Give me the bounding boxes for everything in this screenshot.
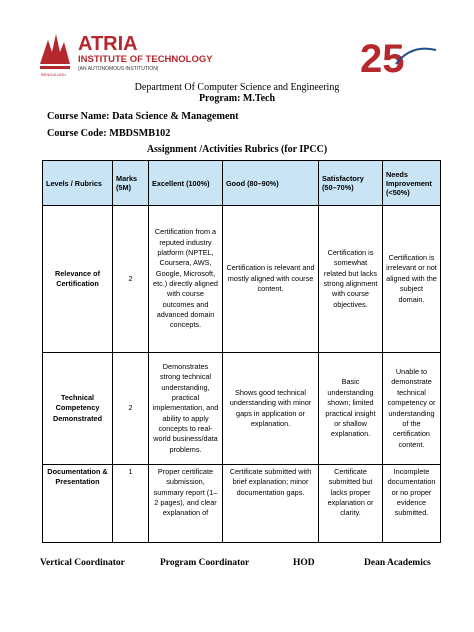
header-satisfactory: Satisfactory (50–70%) (319, 161, 383, 206)
table-header-row (43, 161, 441, 206)
row-needs: Incomplete documentation or no proper evidence submitted. (383, 465, 441, 543)
header-levels: Levels / Rubrics (43, 161, 113, 206)
atria-logo (38, 30, 238, 78)
row-good: Certificate submitted with brief explanation; minor documentation gaps. (223, 465, 319, 543)
program-title: Program: M.Tech (198, 93, 276, 104)
row-marks: 2 (113, 206, 149, 353)
row-level: Technical Competency Demonstrated (43, 353, 113, 465)
row-marks: 1 (113, 465, 149, 543)
anniversary-logo (356, 34, 438, 78)
row-satisfactory: Certification is somewhat related but lacks strong alignment with course objectives. (319, 206, 383, 353)
row-needs: Unable to demonstrate technical competency or understanding of the certification content. (383, 353, 441, 465)
course-name: Course Name: Data Science & Management (47, 111, 239, 122)
logo-left-name: ATRIA (78, 33, 138, 55)
row-good: Shows good technical understanding with minor gaps in application or explanation. (223, 353, 319, 465)
signature-program-coordinator: Program Coordinator (160, 558, 250, 568)
table-row (43, 206, 441, 353)
row-level: Relevance of Certification (43, 206, 113, 353)
row-satisfactory: Basic understanding shown; limited practical insight or shallow explanation. (319, 353, 383, 465)
course-code: Course Code: MBDSMB102 (47, 128, 171, 139)
header-excellent: Excellent (100%) (149, 161, 223, 206)
row-needs: Certification is irrelevant or not aligned with the subject domain. (383, 206, 441, 353)
table-row (43, 353, 441, 465)
logo-left-sub2: (AN AUTONOMOUS INSTITUTION) (78, 66, 159, 72)
row-excellent: Demonstrates strong technical understanding, practical implementation, and ability to apply concepts to real-world business/data problems. (149, 353, 223, 465)
signature-hod: HOD (293, 558, 315, 568)
row-satisfactory: Certificate submitted but lacks proper explanation or clarity. (319, 465, 383, 543)
department-title: Department Of Computer Science and Engineering (134, 82, 340, 93)
row-marks: 2 (113, 353, 149, 465)
rubrics-table (42, 160, 441, 543)
logo-left-sub: INSTITUTE OF TECHNOLOGY (78, 54, 213, 65)
table-row (43, 465, 441, 543)
signature-dean-academics: Dean Academics (364, 558, 431, 568)
row-good: Certification is relevant and mostly aligned with course content. (223, 206, 319, 353)
rubrics-title: Assignment /Activities Rubrics (for IPCC) (146, 144, 328, 155)
logo-right-text: 25 (360, 37, 405, 78)
row-level: Documentation & Presentation (43, 465, 113, 543)
header-marks: Marks (5M) (113, 161, 149, 206)
row-excellent: Proper certificate submission, summary report (1–2 pages), and clear explanation of (149, 465, 223, 543)
header-needs-improvement: Needs Improvement (<50%) (383, 161, 441, 206)
header-good: Good (80–90%) (223, 161, 319, 206)
row-excellent: Certification from a reputed industry platform (NPTEL, Coursera, AWS, Google, Microsoft, etc.) directly aligned with course outcomes and advanced domain concepts. (149, 206, 223, 353)
logo-left-sub3: BENGALURU (41, 72, 66, 77)
signature-vertical-coordinator: Vertical Coordinator (40, 558, 125, 568)
